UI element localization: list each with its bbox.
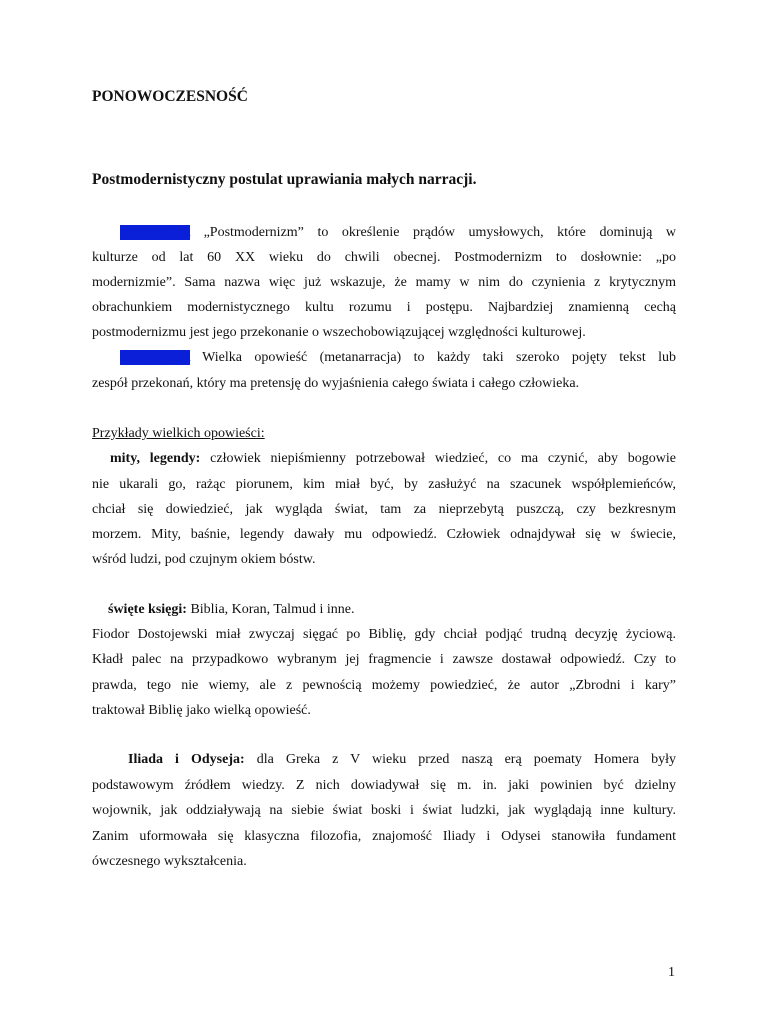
- iliad-term: Iliada i Odyseja:: [128, 752, 245, 767]
- holy-books-line-3: traktował Biblię jako wielką opowieść.: [92, 703, 311, 718]
- myths-first-line: [110, 451, 676, 467]
- definition-1-line-2: modernizmie”. Sama nazwa więc już wskazuje, że mamy w nim do czynienia z krytycznym: [92, 275, 676, 290]
- page-number: 1: [668, 965, 675, 980]
- definition-1-label: DEFINICJA: [120, 225, 191, 240]
- definition-1-line-1: kulturze od lat 60 XX wieku do chwili obecnej. Postmodernizm to dosłownie: „po: [92, 250, 676, 265]
- iliad-first-line: [128, 752, 676, 768]
- definition-1-line-3: obrachunkiem modernistycznego kultu rozumu i postępu. Najbardziej znamienną cechą: [92, 300, 676, 315]
- myths-line-3: morzem. Mity, baśnie, legendy dawały mu odpowiedź. Człowiek odnajdywał się w świecie,: [92, 527, 676, 542]
- iliad-line-3: Zanim uformowała się klasyczna filozofia, znajomość Iliady i Odysei stanowiła fundament: [92, 829, 676, 844]
- definition-1-line-0: „Postmodernizm” to określenie prądów umysłowych, które dominują w: [203, 225, 677, 240]
- myths-line-1: nie ukarali go, rażąc piorunem, kim miał być, by zasłużyć na szacunek współplemieńców,: [92, 477, 676, 492]
- iliad-line-0: dla Greka z V wieku przed naszą erą poematy Homera były: [256, 752, 677, 767]
- definition-1-first-line: [120, 225, 676, 241]
- section-subtitle: Postmodernistyczny postulat uprawiania małych narracji.: [92, 171, 477, 188]
- definition-2-first-line: [120, 350, 676, 366]
- definition-1-line-4: postmodernizmu jest jego przekonanie o wszechobowiązującej względności kulturowej.: [92, 325, 586, 340]
- myths-term: mity, legendy:: [110, 451, 201, 466]
- holy-books-term: święte księgi:: [108, 602, 187, 617]
- page-title: PONOWOCZESNOŚĆ: [92, 88, 248, 105]
- definition-2-label: DEFINICJA: [120, 350, 191, 365]
- myths-line-4: wśród ludzi, pod czujnym okiem bóstw.: [92, 552, 316, 567]
- holy-books-line-1: Kładł palec na przypadkowo wybranym jej fragmencie i zawsze dostawał odpowiedź. Czy to: [92, 652, 676, 667]
- myths-line-0: człowiek niepiśmienny potrzebował wiedzieć, co ma czynić, aby bogowie: [210, 451, 677, 466]
- holy-books-line-0: Fiodor Dostojewski miał zwyczaj sięgać po Biblię, gdy chciał podjąć trudną decyzję życiową.: [92, 627, 676, 642]
- holy-books-text: Biblia, Koran, Talmud i inne.: [190, 602, 355, 617]
- myths-line-2: chciał się dowiedzieć, jak wygląda świat, tam za nieprzebytą puszczą, czy bezkresnym: [92, 502, 676, 517]
- iliad-line-1: podstawowym źródłem wiedzy. Z nich dowiadywał się m. in. jaki powinien być dzielny: [92, 778, 676, 793]
- iliad-line-2: wojownik, jak oddziaływają na siebie świat boski i świat ludzki, jak wyglądają inne kultury.: [92, 803, 676, 818]
- holy-books-line-2: prawda, tego nie wiemy, ale z pewnością możemy powiedzieć, że autor „Zbrodni i kary”: [92, 678, 676, 693]
- definition-2-line-0: Wielka opowieść (metanarracja) to każdy taki szeroko pojęty tekst lub: [202, 350, 676, 365]
- definition-2-line-1: zespół przekonań, który ma pretensję do wyjaśnienia całego świata i całego człowieka.: [92, 376, 580, 391]
- holy-books-first-line: [108, 602, 354, 618]
- examples-heading: Przykłady wielkich opowieści:: [92, 426, 265, 441]
- iliad-line-4: ówczesnego wykształcenia.: [92, 854, 247, 869]
